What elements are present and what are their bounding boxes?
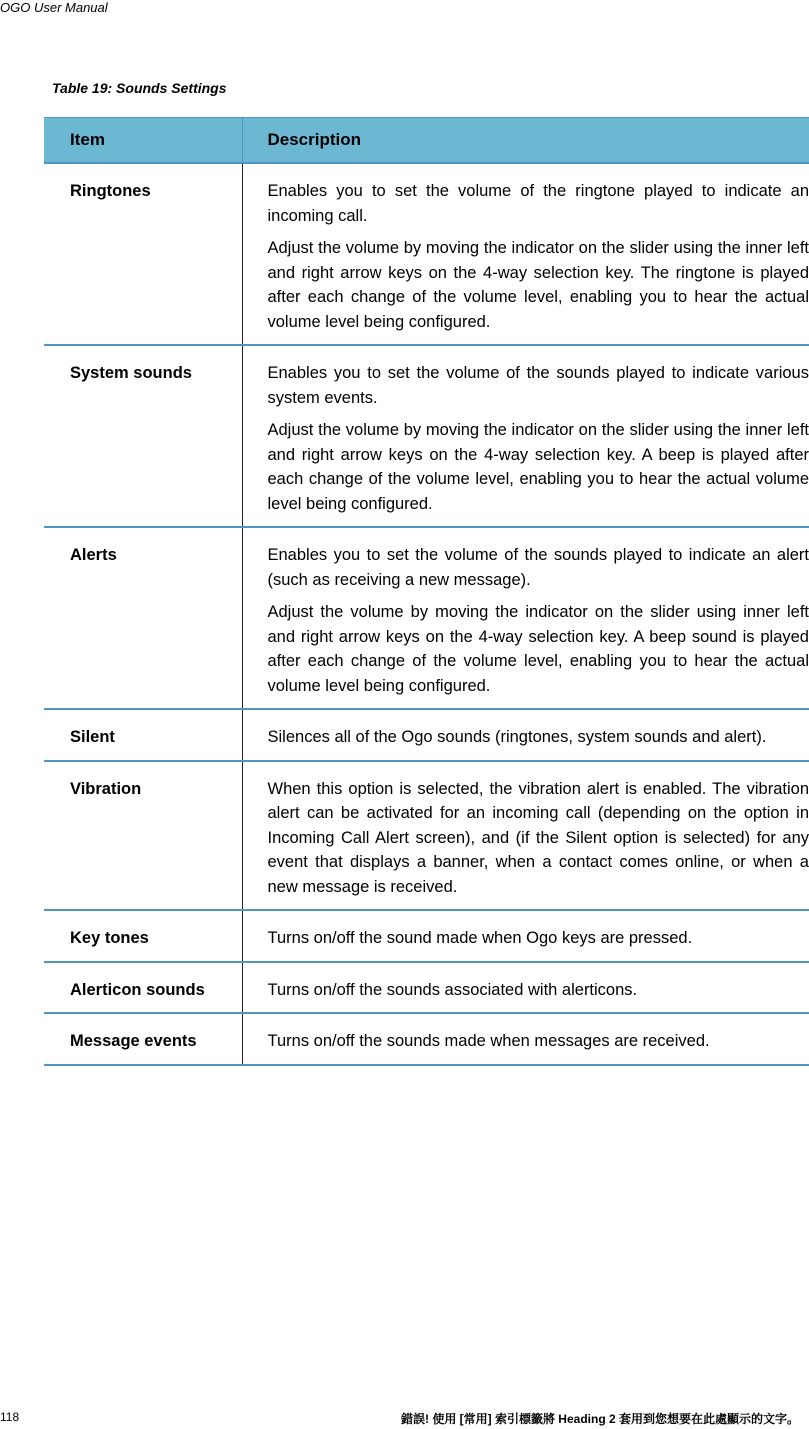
row-description	[242, 345, 809, 527]
table-row	[44, 910, 809, 962]
description-paragraph: Adjust the volume by moving the indicator on the slider using the inner left and right arrow keys on the 4-way selection key. A beep is played after each change of the volume level, enabling you to hear the actual volume level being configured.	[267, 421, 809, 513]
table-row	[44, 962, 809, 1014]
column-header-item: Item	[44, 118, 242, 164]
row-item-name: Message events	[44, 1013, 242, 1065]
column-header-description: Description	[242, 118, 809, 164]
row-item-name: Vibration	[44, 761, 242, 911]
running-header: OGO User Manual	[0, 0, 108, 15]
row-description	[242, 910, 809, 962]
description-paragraph: Adjust the volume by moving the indicator on the slider using the inner left and right arrow keys on the 4-way selection key. The ringtone is played after each change of the volume level, enabling you to hear the actual volume level being configured.	[267, 239, 809, 331]
row-item-name: Silent	[44, 709, 242, 761]
row-description	[242, 761, 809, 911]
sounds-settings-table	[44, 117, 809, 1066]
row-item-name: Ringtones	[44, 163, 242, 345]
description-paragraph: Enables you to set the volume of the sounds played to indicate an alert (such as receiving a new message).	[267, 546, 809, 589]
table-row	[44, 345, 809, 527]
description-paragraph: Turns on/off the sounds made when messages are received.	[267, 1032, 710, 1050]
row-description	[242, 527, 809, 709]
footer-error-text: 錯誤! 使用 [常用] 索引標籤將 Heading 2 套用到您想要在此處顯示的文字。	[400, 1412, 799, 1426]
table-row	[44, 709, 809, 761]
row-description	[242, 962, 809, 1014]
description-paragraph: When this option is selected, the vibration alert is enabled. The vibration alert can be activated for an incoming call (depending on the option in Incoming Call Alert screen), and (if the Silent option is selected) for any event that displays a banner, when a contact comes online, or when a new message is received.	[267, 779, 809, 896]
row-description	[242, 709, 809, 761]
table-row	[44, 163, 809, 345]
description-paragraph: Turns on/off the sounds associated with alerticons.	[267, 980, 638, 999]
table-row	[44, 761, 809, 911]
description-paragraph: Turns on/off the sound made when Ogo keys are pressed.	[267, 929, 693, 947]
table-caption: Table 19: Sounds Settings	[52, 80, 227, 96]
row-item-name: Key tones	[44, 910, 242, 962]
table-row	[44, 1013, 809, 1065]
page-number: 118	[0, 1410, 20, 1424]
row-description	[242, 1013, 809, 1065]
description-paragraph: Enables you to set the volume of the sounds played to indicate various system events.	[267, 364, 809, 407]
row-item-name: Alerts	[44, 527, 242, 709]
description-paragraph: Adjust the volume by moving the indicator on the slider using inner left and right arrow keys on the 4-way selection key. A beep sound is played after each change of the volume level, enabling you to hear the actual volume level being configured.	[267, 603, 809, 695]
row-item-name: System sounds	[44, 345, 242, 527]
table-row	[44, 527, 809, 709]
table-header-row	[44, 118, 809, 164]
row-item-name: Alerticon sounds	[44, 962, 242, 1014]
description-paragraph: Silences all of the Ogo sounds (ringtones, system sounds and alert).	[267, 728, 767, 746]
row-description	[242, 163, 809, 345]
description-paragraph: Enables you to set the volume of the ringtone played to indicate an incoming call.	[267, 182, 809, 225]
